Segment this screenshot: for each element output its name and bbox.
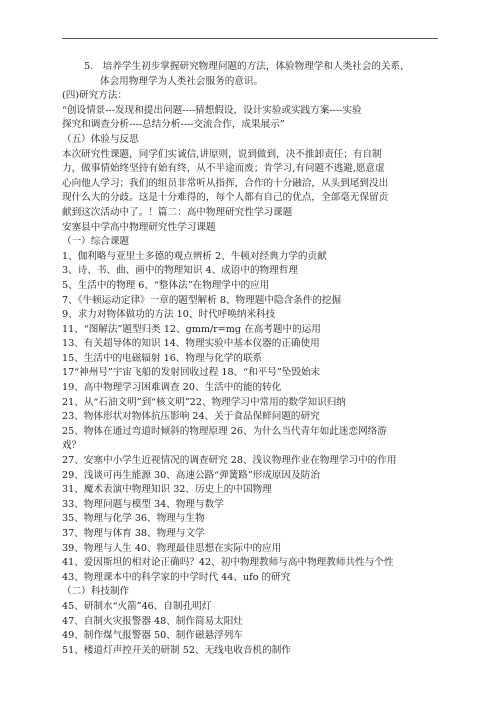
text-line: 体会用物理学为人类社会服务的意识。 bbox=[100, 75, 264, 87]
text-line: 43、物理课本中的科学家的中学时代 44、ufo 的研究 bbox=[62, 571, 291, 583]
text-line: 1、伽利略与亚里士多德的观点辨析 2、牛顿对经典力学的贡献 bbox=[62, 250, 327, 262]
text-line: 现什么大的分歧。这是十分难得的，每个人都有自己的优点，全部毫无保留贡 bbox=[62, 192, 389, 204]
text-line: 49、制作煤气报警器 50、制作磁悬浮列车 bbox=[62, 630, 243, 642]
text-line: 19、高中物理学习困难调查 20、生活中的能的转化 bbox=[62, 382, 282, 394]
text-line: （五）体验与反思 bbox=[62, 133, 139, 145]
text-line: 17“神州号”宇宙飞船的发射回收过程 18、“和平号”坠毁始末 bbox=[62, 367, 321, 379]
text-line: 力，做事情始终坚持有始有终，从不半途而废；肯学习,有问题不逃避,愿意虚 bbox=[62, 163, 385, 175]
text-line: 7、《牛顿运动定律》一章的题型解析 8、物理题中隐含条件的挖掘 bbox=[62, 294, 342, 306]
text-line: 21、从“石油文明”到“核文明”22、物理学习中常用的数学知识归纳 bbox=[62, 396, 346, 408]
text-line: （二）科技制作 bbox=[62, 586, 130, 598]
text-line: 心向他人学习；我们的组员非常听从指挥，合作的十分融洽，从头到尾到没出 bbox=[62, 177, 389, 189]
text-line: 25、物体在通过弯道时倾斜的物理原理 26、为什么当代青年如此迷恋网络游 bbox=[62, 425, 387, 437]
header-rule bbox=[62, 38, 438, 39]
text-line: 3、诗、书、曲、画中的物理知识 4、成语中的物理哲理 bbox=[62, 265, 298, 277]
text-line: 探究和调查分析----总结分析----交流合作，成果展示” bbox=[62, 119, 285, 131]
text-line: 29、浅谈可再生能源 30、高速公路“弹簧路”形成原因及防治 bbox=[62, 469, 320, 481]
text-line: 39、物理与人生 40、物理最佳思想在实际中的应用 bbox=[62, 542, 282, 554]
text-line: 51、楼道灯声控开关的研制 52、无线电收音机的制作 bbox=[62, 644, 291, 656]
text-line: 戏？ bbox=[62, 440, 82, 452]
text-line: 35、物理与化学 36、物理与生物 bbox=[62, 513, 205, 525]
text-line: 本次研究性课题，同学们实诚信,讲原则，说到做到，决不推卸责任；有自制 bbox=[62, 148, 382, 160]
text-line: 27、安塞中小学生近视情况的调查研究 28、浅议物理作业在物理学习中的作用 bbox=[62, 455, 397, 467]
text-line: 安塞县中学高中物理研究性学习课题 bbox=[62, 221, 216, 233]
text-line: （一）综合课题 bbox=[62, 236, 130, 248]
text-line: “创设情景---发现和提出问题----猜想假设，设计实验或实践方案----实验 bbox=[62, 104, 362, 116]
text-line: (四)研究方法： bbox=[62, 90, 128, 102]
text-line: 23、物体形状对物体抗压影响 24、关于食品保鲜问题的研究 bbox=[62, 411, 320, 423]
text-line: 47、自制火灾报警器 48、制作简易太阳灶 bbox=[62, 615, 243, 627]
text-line: 31、魔术表演中物理知识 32、历史上的中国物理 bbox=[62, 484, 272, 496]
text-line: 41、爱因斯坦的相对论正确吗？42、初中物理教师与高中物理教师共性与个性 bbox=[62, 557, 394, 569]
text-line: 37、物理与体育 38、物理与文学 bbox=[62, 528, 205, 539]
text-line: 11、“图解法”题型归类 12、gmm/r=mg 在高考题中的运用 bbox=[62, 323, 321, 335]
text-line: 45、研制水“火箭”46、自制孔明灯 bbox=[62, 600, 212, 612]
document-body bbox=[62, 60, 446, 658]
text-line: 15、生活中的电磁辐射 16、物理与化学的联系 bbox=[62, 352, 263, 364]
text-line: 9、求力对物体做功的方法 10、时代呼唤纳米科技 bbox=[62, 309, 276, 321]
text-line: 5、生活中的物理 6、“整体法”在物理学中的应用 bbox=[62, 279, 270, 291]
text-line: 献到这次活动中了。！篇二：高中物理研究性学习课题 bbox=[62, 206, 293, 218]
text-line: 13、有关超导体的知识 14、物理实验中基本仪器的正确使用 bbox=[62, 338, 320, 350]
text-line: 5. 培养学生初步掌握研究物理问题的方法，体验物理学和人类社会的关系， bbox=[84, 61, 410, 72]
text-line: 33、物理问题与模型 34、物理与数学 bbox=[62, 498, 224, 510]
